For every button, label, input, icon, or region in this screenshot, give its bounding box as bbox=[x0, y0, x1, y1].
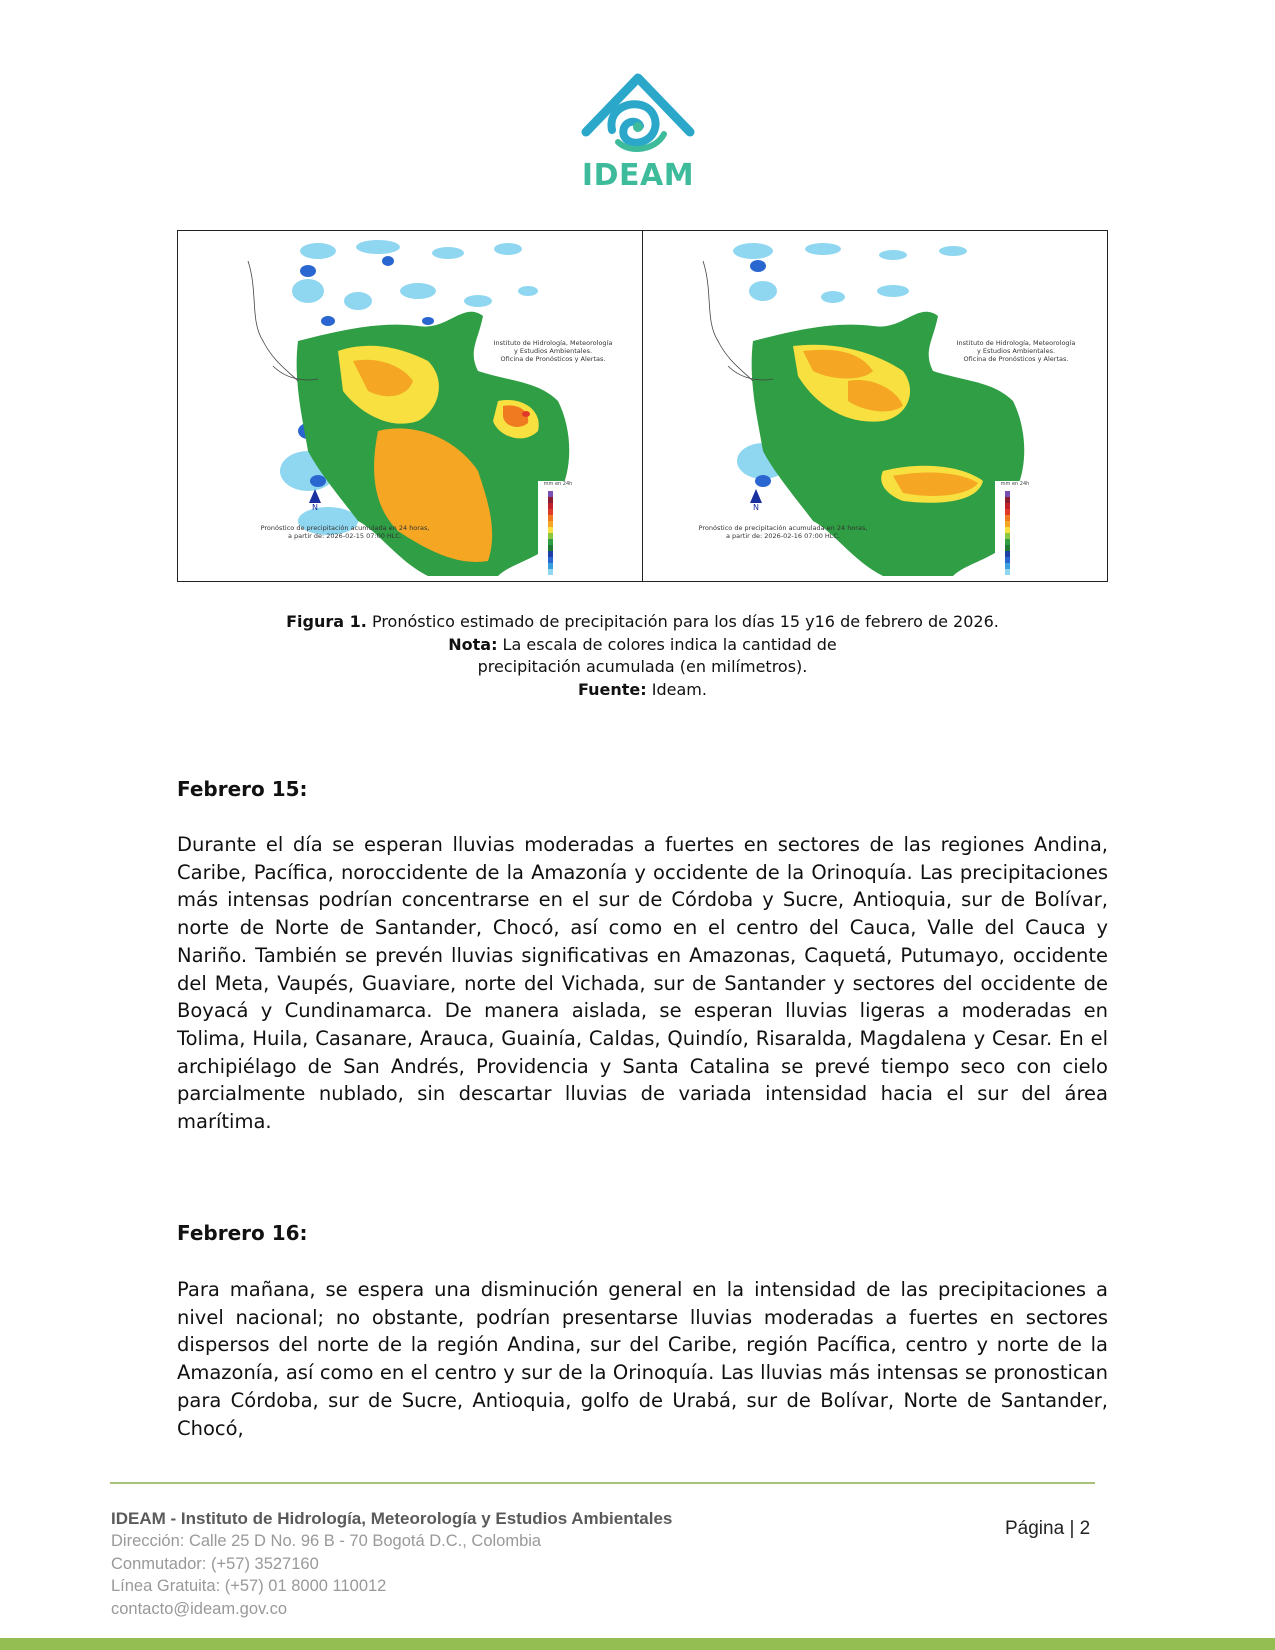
footer-accent-bar bbox=[0, 1638, 1275, 1650]
map-forecast-title: Pronóstico de precipitación acumulada en 24 horas, a partir de: 2026-02-16 07:00 HLC. bbox=[698, 524, 868, 540]
map-credit: Instituto de Hidrología, Meteorología y Estudios Ambientales. Oficina de Pronósticos y Alertas. bbox=[956, 339, 1076, 363]
figure-caption bbox=[177, 611, 1108, 701]
precipitation-figure bbox=[177, 230, 1108, 582]
footer-org: IDEAM - Instituto de Hidrología, Meteorología y Estudios Ambientales bbox=[111, 1509, 673, 1528]
note-label: Nota: bbox=[448, 634, 498, 654]
forecast-map-feb-16 bbox=[642, 231, 1107, 581]
map-credit: Instituto de Hidrología, Meteorología y Estudios Ambientales. Oficina de Pronósticos y Alertas. bbox=[493, 339, 613, 363]
legend-color-bar bbox=[1005, 491, 1010, 575]
figure-label: Figura 1. bbox=[286, 612, 367, 631]
section-heading-feb-15: Febrero 15: bbox=[177, 777, 308, 801]
section-body-feb-16: Para mañana, se espera una disminución general en la intensidad de las precipitaciones a nivel nacional; no obstante, podrían presentarse lluvias moderadas a fuertes en sectores dispersos del norte de la región Andina, sur del Caribe, región Pacífica, centro y norte de la Amazonía, así como en el centro y sur de la Orinoquía. Las lluvias más intensas se pronostican para Córdoba, sur de Sucre, Antioquia, golfo de Urabá, sur de Bolívar, Norte de Santander, Chocó, bbox=[177, 1278, 1108, 1440]
footer-divider bbox=[110, 1482, 1095, 1484]
forecast-map-feb-15 bbox=[178, 231, 642, 581]
color-scale-legend: mm en 24h bbox=[995, 481, 1035, 577]
map-forecast-title: Pronóstico de precipitación acumulada en 24 horas, a partir de: 2026-02-15 07:00 HLC. bbox=[260, 524, 430, 540]
north-arrow-icon: N bbox=[749, 489, 763, 512]
page-number: Página | 2 bbox=[1005, 1518, 1091, 1539]
source-label: Fuente: bbox=[578, 679, 647, 699]
section-body-feb-15: Durante el día se esperan lluvias moderadas a fuertes en sectores de las regiones Andina, Caribe, Pacífica, noroccidente de la Amazonía y occidente de la Orinoquía. Las precipitaciones más intensas podrían concentrarse en el sur de Córdoba y Sucre, Antioquia, sur de Bolívar, norte de Norte de Santander, Chocó, así como en el centro del Cauca, Valle del Cauca y Nariño. También se prevén lluvias significativas en Amazonas, Caquetá, Putumayo, occidente del Meta, Vaupés, Guaviare, norte del Vichada, sur de Santander y sectores del occidente de Boyacá y Cundinamarca. De manera aislada, se esperan lluvias ligeras a moderadas en Tolima, Huila, Casanare, Arauca, Guainía, Caldas, Quindío, Risaralda, Magdalena y Cesar. En el archipiélago de San Andrés, Providencia y Santa Catalina se prevé tiempo seco con cielo parcialmente nublado, sin descartar lluvias de variada intensidad hacia el sur del área marítima. bbox=[177, 833, 1108, 1134]
color-scale-legend: mm en 24h bbox=[538, 481, 578, 577]
logo-text: IDEAM bbox=[581, 158, 695, 193]
ideam-swirl-icon bbox=[578, 70, 698, 160]
source-text: Ideam. bbox=[646, 679, 707, 699]
note-text-continued: precipitación acumulada (en milímetros). bbox=[477, 657, 808, 676]
note-text: La escala de colores indica la cantidad de bbox=[497, 634, 837, 654]
footer-contact bbox=[111, 1508, 672, 1620]
footer-toll-free: Línea Gratuita: (+57) 01 8000 110012 bbox=[111, 1577, 387, 1596]
section-heading-feb-16: Febrero 16: bbox=[177, 1221, 308, 1245]
legend-color-bar bbox=[548, 491, 553, 575]
footer-email[interactable]: contacto@ideam.gov.co bbox=[111, 1599, 288, 1618]
footer-address: Dirección: Calle 25 D No. 96 B - 70 Bogotá D.C., Colombia bbox=[111, 1532, 542, 1551]
footer-phone: Conmutador: (+57) 3527160 bbox=[111, 1554, 319, 1573]
north-arrow-icon: N bbox=[308, 489, 322, 512]
figure-text: Pronóstico estimado de precipitación para los días 15 y16 de febrero de 2026. bbox=[366, 612, 999, 631]
ideam-logo bbox=[578, 70, 698, 195]
